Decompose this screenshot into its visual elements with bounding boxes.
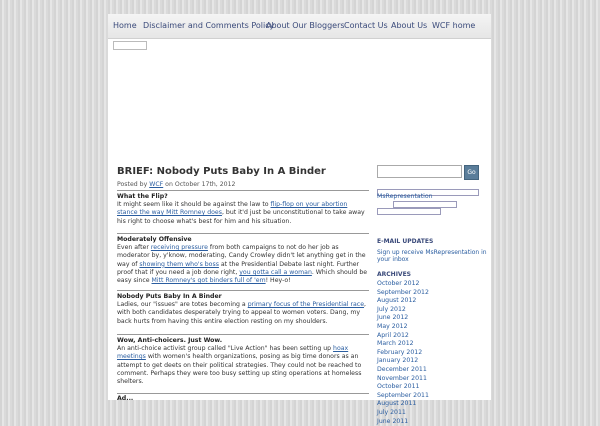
post-section-4 — [117, 337, 369, 386]
search-go-button[interactable]: Go — [464, 165, 479, 180]
section-text: ! Hey-o! — [266, 277, 291, 284]
posted-date: on October 17th, 2012 — [163, 181, 235, 188]
section-heading: What the Flip? — [117, 193, 369, 201]
binders-link[interactable]: Mitt Romney's got binders full of 'em — [152, 277, 266, 284]
sidebar-search-input[interactable] — [377, 165, 462, 178]
post-trailing — [117, 395, 369, 403]
signup-link[interactable]: Sign up receive MsRepresentation in your inbox — [377, 249, 487, 263]
archive-link[interactable]: April 2012 — [377, 332, 429, 341]
header-search-box[interactable] — [113, 41, 147, 50]
section-text: Ladies, our "issues" are totes becoming a — [117, 301, 248, 308]
archive-link[interactable]: March 2012 — [377, 340, 429, 349]
msrepresentation-link[interactable]: MsRepresentation — [377, 193, 477, 200]
sidebar-field[interactable] — [377, 208, 441, 215]
nav-disclaimer[interactable]: Disclaimer and Comments Policy — [143, 21, 274, 30]
divider — [117, 334, 369, 335]
archive-link[interactable]: December 2011 — [377, 366, 429, 375]
archives-heading: ARCHIVES — [377, 271, 411, 278]
section-heading: Nobody Puts Baby In A Binder — [117, 293, 369, 301]
archive-link[interactable]: July 2011 — [377, 409, 429, 418]
section-text: with women's health organizations, posing as big time donors as an attempt to get deets on their political strategies. They could not be reached to comment. Perhaps they were too busy setting up sting operations at homeless shelters. — [117, 353, 361, 385]
email-updates-heading: E-MAIL UPDATES — [377, 238, 433, 245]
posted-prefix: Posted by — [117, 181, 149, 188]
archives-list — [377, 280, 429, 426]
archive-link[interactable]: July 2012 — [377, 306, 429, 315]
section-text: It might seem like it should be against the law to — [117, 201, 271, 208]
archive-link[interactable]: August 2012 — [377, 297, 429, 306]
divider — [117, 190, 369, 191]
archive-link[interactable]: August 2011 — [377, 400, 429, 409]
section-text: An anti-choice activist group called "Live Action" has been setting up — [117, 345, 333, 352]
sidebar-field[interactable] — [393, 201, 457, 208]
call-a-woman-link[interactable]: you gotta call a woman — [239, 269, 312, 276]
page — [108, 14, 491, 400]
section-text: at the Presidential Debate last night. Further proof that if you need a job done right, — [117, 261, 359, 276]
nav-about-us[interactable]: About Us — [391, 21, 427, 30]
archive-link[interactable]: November 2011 — [377, 375, 429, 384]
author-link[interactable]: WCF — [149, 181, 163, 188]
archive-link[interactable]: September 2011 — [377, 392, 429, 401]
archive-link[interactable]: October 2011 — [377, 383, 429, 392]
post-section-1 — [117, 193, 369, 226]
divider — [117, 290, 369, 291]
section-heading: Wow, Anti-choicers. Just Wow. — [117, 337, 369, 345]
post-title[interactable]: BRIEF: Nobody Puts Baby In A Binder — [117, 166, 326, 177]
post-section-2 — [117, 236, 369, 285]
archive-link[interactable]: May 2012 — [377, 323, 429, 332]
section-text: Even after — [117, 244, 151, 251]
archive-link[interactable]: September 2012 — [377, 289, 429, 298]
nav-bar — [108, 14, 491, 39]
archive-link[interactable]: February 2012 — [377, 349, 429, 358]
showing-who-boss-link[interactable]: showing them who's boss — [139, 261, 219, 268]
nav-wcf-home[interactable]: WCF home — [432, 21, 475, 30]
post-meta — [117, 181, 235, 188]
section-text: , with both candidates desperately trying to appeal to women voters. Dang, my back hurts from having this entire election resting on my shoulders. — [117, 301, 366, 324]
section-heading: Moderately Offensive — [117, 236, 369, 244]
archive-link[interactable]: June 2012 — [377, 314, 429, 323]
divider — [117, 393, 369, 394]
receiving-pressure-link[interactable]: receiving pressure — [151, 244, 208, 251]
section-text: from both campaigns to not do her job as moderator by, y'know, moderating, Candy Crowley didn't let anything get in the way of — [117, 244, 366, 267]
hoax-meetings-link[interactable]: hoax meetings — [117, 345, 348, 360]
archive-link[interactable]: January 2012 — [377, 357, 429, 366]
section-text: , but it'd just be unconstitutional to take away his right to choose what's best for him and his situation. — [117, 209, 365, 224]
nav-contact[interactable]: Contact Us — [344, 21, 388, 30]
divider — [117, 233, 369, 234]
nav-home[interactable]: Home — [113, 21, 137, 30]
post-section-3 — [117, 293, 369, 326]
archive-link[interactable]: October 2012 — [377, 280, 429, 289]
section-text: . Which should be easy since — [117, 269, 367, 284]
primary-focus-link[interactable]: primary focus of the Presidential race — [248, 301, 364, 308]
archive-link[interactable]: June 2011 — [377, 418, 429, 426]
trailing-heading: Ad... — [117, 395, 369, 403]
flip-flop-link[interactable]: flip-flop on your abortion stance the way Mitt Romney does — [117, 201, 347, 216]
nav-about-bloggers[interactable]: About Our Bloggers — [266, 21, 345, 30]
